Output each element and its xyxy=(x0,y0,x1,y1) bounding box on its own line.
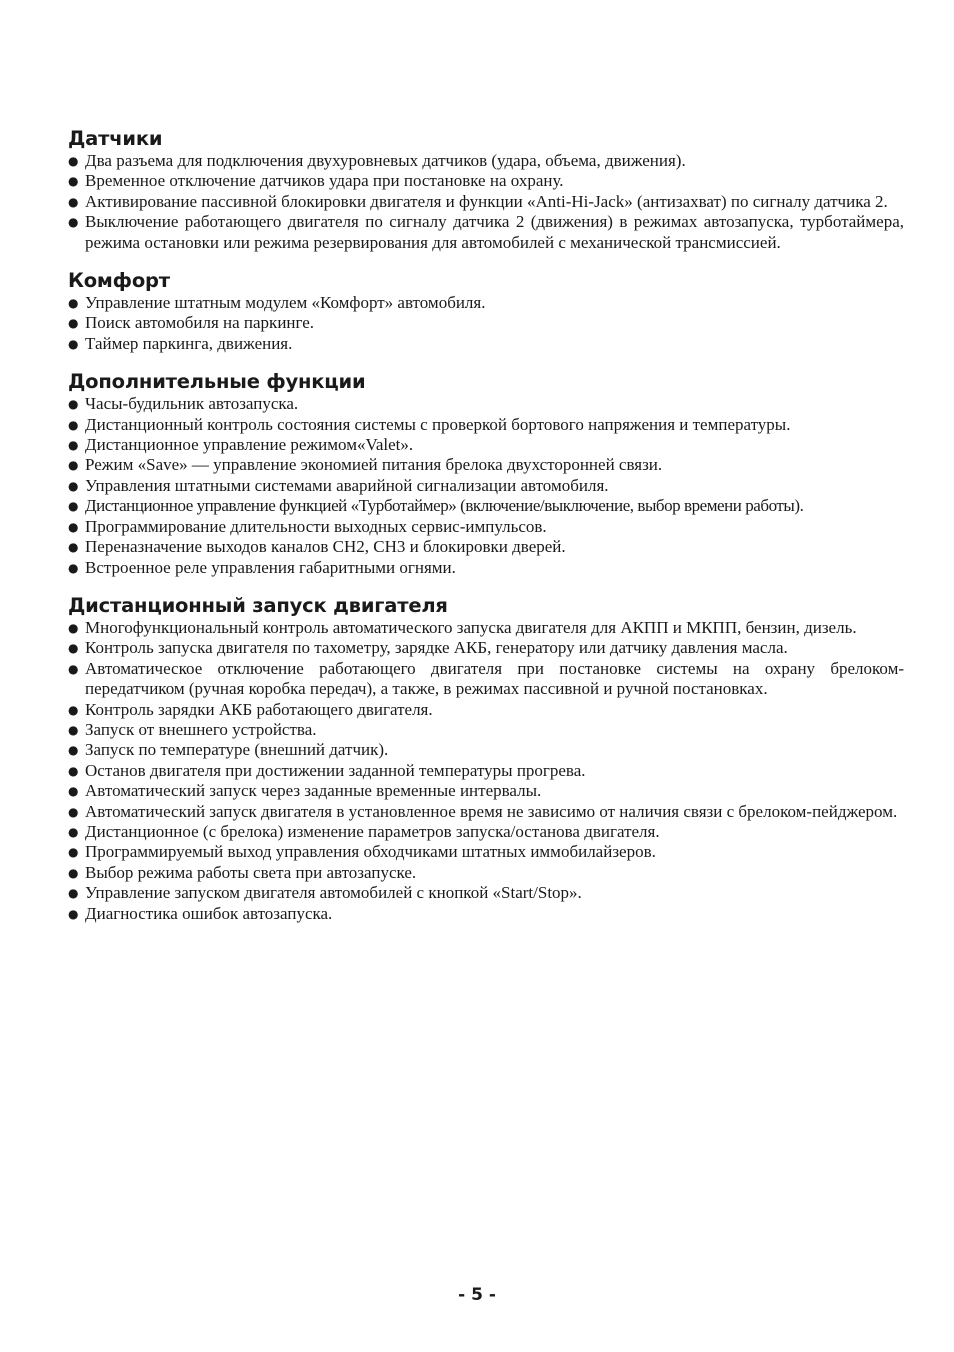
bullet-icon: ● xyxy=(68,865,79,880)
list-item xyxy=(68,415,904,435)
bullet-icon: ● xyxy=(68,845,79,860)
section-title: Датчики xyxy=(68,127,163,150)
bullet-icon: ● xyxy=(68,661,79,676)
list-item-text: Переназначение выходов каналов CH2, CH3 и блокировки дверей. xyxy=(85,537,566,557)
list-item xyxy=(68,558,904,578)
bullet-icon: ● xyxy=(68,194,79,209)
bullet-icon: ● xyxy=(68,641,79,656)
list-item xyxy=(68,659,904,700)
bullet-icon: ● xyxy=(68,743,79,758)
list-item-text: Диагностика ошибок автозапуска. xyxy=(85,903,333,923)
list-item-text: Активирование пассивной блокировки двигателя и функции «Anti-Hi-Jack» (антизахват) по сигналу датчика 2. xyxy=(85,191,888,211)
section-title: Комфорт xyxy=(68,269,170,293)
bullet-icon: ● xyxy=(68,906,79,921)
page-number: - 5 - xyxy=(458,1285,496,1305)
list-item xyxy=(68,334,904,354)
list-item xyxy=(68,394,904,414)
list-item-text: Два разъема для подключения двухуровневых датчиков (удара, объема, движения). xyxy=(85,151,686,170)
bullet-icon: ● xyxy=(68,296,79,311)
bullet-icon: ● xyxy=(68,722,79,737)
bullet-icon: ● xyxy=(68,804,79,819)
document-page xyxy=(68,127,904,940)
list-item xyxy=(68,476,904,496)
bullet-icon: ● xyxy=(68,154,79,168)
list-item xyxy=(68,212,904,253)
list-item-text: Управления штатными системами аварийной сигнализации автомобиля. xyxy=(85,475,609,495)
list-item xyxy=(68,537,904,557)
list-item xyxy=(68,904,904,924)
list-item xyxy=(68,192,904,212)
list-item xyxy=(68,720,904,740)
list-item-text: Дистанционное управление функцией «Турботаймер» (включение/выключение, выбор времени работы). xyxy=(85,496,804,516)
bullet-icon: ● xyxy=(68,620,79,635)
list-item xyxy=(68,761,904,781)
bullet-icon: ● xyxy=(68,397,79,412)
list-item-text: Поиск автомобиля на паркинге. xyxy=(85,313,315,333)
list-item-text: Многофункциональный контроль автоматического запуска двигателя для АКПП и МКПП, бензин, дизель. xyxy=(85,617,857,637)
bullet-icon: ● xyxy=(68,215,79,230)
section-remote-engine-start xyxy=(68,594,904,924)
bullet-icon: ● xyxy=(68,540,79,555)
section-comfort xyxy=(68,269,904,354)
bullet-icon: ● xyxy=(68,336,79,351)
list-item xyxy=(68,740,904,760)
list-item-text: Встроенное реле управления габаритными огнями. xyxy=(85,557,456,577)
list-item-text: Выключение работающего двигателя по сигналу датчика 2 (движения) в режимах автозапуска, турботаймера, режима остановки или режима резервирования для автомобилей с механической трансмиссией. xyxy=(85,212,904,252)
list-item xyxy=(68,802,904,822)
list-item-text: Управление запуском двигателя автомобилей с кнопкой «Start/Stop». xyxy=(85,883,582,903)
list-item-text: Запуск от внешнего устройства. xyxy=(85,719,317,739)
list-item xyxy=(68,171,904,191)
list-item xyxy=(68,313,904,333)
list-item xyxy=(68,700,904,720)
list-item xyxy=(68,863,904,883)
list-item xyxy=(68,496,904,516)
section-title: Дополнительные функции xyxy=(68,370,366,394)
bullet-icon: ● xyxy=(68,763,79,778)
list-item-text: Дистанционный контроль состояния системы с проверкой бортового напряжения и температуры. xyxy=(85,414,791,434)
list-item-text: Таймер паркинга, движения. xyxy=(85,333,293,353)
list-item-text: Автоматический запуск двигателя в установленное время не зависимо от наличия связи с брелоком-пейджером. xyxy=(85,801,898,821)
list-item-text: Временное отключение датчиков удара при постановке на охрану. xyxy=(85,171,564,191)
list-item xyxy=(68,781,904,801)
bullet-icon: ● xyxy=(68,824,79,839)
list-item-text: Автоматический запуск через заданные временные интервалы. xyxy=(85,781,542,801)
list-item-text: Автоматическое отключение работающего двигателя при постановке системы на охрану брелоком-передатчиком (ручная коробка передач), а также, в режимах пассивной и ручной постановках. xyxy=(85,658,904,699)
bullet-icon: ● xyxy=(68,886,79,901)
bullet-icon: ● xyxy=(68,560,79,575)
list-item xyxy=(68,842,904,862)
list-item-text: Выбор режима работы света при автозапуске. xyxy=(85,862,417,882)
list-item xyxy=(68,638,904,658)
bullet-icon: ● xyxy=(68,519,79,534)
list-item-text: Программирование длительности выходных сервис-импульсов. xyxy=(85,516,547,536)
list-item xyxy=(68,435,904,455)
list-item-text: Запуск по температуре (внешний датчик). xyxy=(85,740,389,760)
bullet-icon: ● xyxy=(68,458,79,473)
bullet-list xyxy=(68,151,904,253)
list-item xyxy=(68,883,904,903)
list-item-text: Останов двигателя при достижении заданной температуры прогрева. xyxy=(85,760,586,780)
bullet-icon: ● xyxy=(68,174,79,189)
bullet-list xyxy=(68,394,904,578)
list-item xyxy=(68,618,904,638)
section-additional-functions xyxy=(68,370,904,578)
list-item-text: Контроль запуска двигателя по тахометру, зарядке АКБ, генератору или датчику давления масла. xyxy=(85,638,788,658)
bullet-icon: ● xyxy=(68,438,79,453)
list-item-text: Контроль зарядки АКБ работающего двигателя. xyxy=(85,699,433,719)
bullet-list xyxy=(68,618,904,924)
bullet-icon: ● xyxy=(68,417,79,432)
section-sensors xyxy=(68,127,904,253)
list-item-text: Часы-будильник автозапуска. xyxy=(85,394,299,414)
list-item-text: Управление штатным модулем «Комфорт» автомобиля. xyxy=(85,293,486,313)
bullet-icon: ● xyxy=(68,478,79,493)
list-item xyxy=(68,822,904,842)
list-item xyxy=(68,151,904,171)
list-item xyxy=(68,293,904,313)
list-item-text: Режим «Save» — управление экономией питания брелока двухсторонней связи. xyxy=(85,455,663,475)
list-item xyxy=(68,517,904,537)
section-title: Дистанционный запуск двигателя xyxy=(68,593,448,617)
bullet-icon: ● xyxy=(68,784,79,799)
bullet-icon: ● xyxy=(68,316,79,331)
list-item-text: Программируемый выход управления обходчиками штатных иммобилайзеров. xyxy=(85,842,656,862)
bullet-icon: ● xyxy=(68,499,79,514)
list-item-text: Дистанционное управление режимом«Valet». xyxy=(85,435,414,455)
list-item xyxy=(68,455,904,475)
bullet-icon: ● xyxy=(68,702,79,717)
list-item-text: Дистанционное (с брелока) изменение параметров запуска/останова двигателя. xyxy=(85,821,660,841)
bullet-list xyxy=(68,293,904,354)
